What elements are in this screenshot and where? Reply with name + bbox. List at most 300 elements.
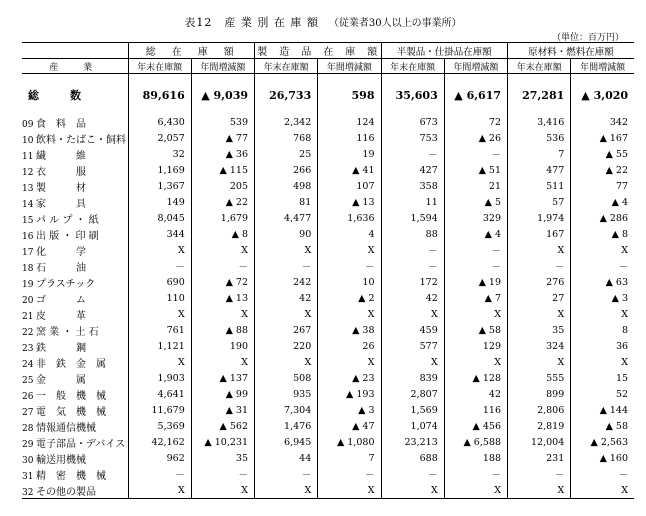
value-cell: X <box>571 306 634 322</box>
value-cell: ▲ 6,588 <box>444 434 507 450</box>
value-cell: ▲ 115 <box>191 162 254 178</box>
value-cell: ▲ 456 <box>444 418 507 434</box>
value-cell: ▲ 22 <box>191 194 254 210</box>
value-cell: ▲ 4 <box>571 194 634 210</box>
industry-name: 製 材 <box>36 182 86 194</box>
value-cell: ▲ 31 <box>191 402 254 418</box>
table-row <box>22 290 634 306</box>
table-row <box>22 354 634 370</box>
value-cell: 2,806 <box>508 402 571 418</box>
industry-name: プラスチック <box>36 278 96 290</box>
value-cell: ▲ 193 <box>318 386 381 402</box>
industry-name: パ ル プ ・ 紙 <box>36 214 99 226</box>
table-row <box>22 130 634 146</box>
value-cell: X <box>571 482 634 499</box>
industry-label <box>22 450 128 466</box>
industry-label <box>22 146 128 162</box>
total-cell: 35,603 <box>381 82 444 108</box>
value-cell: 35 <box>191 450 254 466</box>
industry-label <box>22 226 128 242</box>
value-cell: ▲ 128 <box>444 370 507 386</box>
industry-name: 情報通信機械 <box>36 422 96 434</box>
industry-code: 10 <box>22 135 34 146</box>
total-cell: 598 <box>318 82 381 108</box>
industry-name: 皮 革 <box>36 310 86 322</box>
industry-label <box>22 466 128 482</box>
industry-label <box>22 210 128 226</box>
industry-label <box>22 354 128 370</box>
table-row <box>22 466 634 482</box>
industry-label <box>22 242 128 258</box>
value-cell: 1,074 <box>381 418 444 434</box>
industry-code: 12 <box>22 167 34 178</box>
value-cell: ▲ 55 <box>571 146 634 162</box>
value-cell: 88 <box>381 226 444 242</box>
value-cell: 25 <box>255 146 318 162</box>
value-cell: 8,045 <box>128 210 191 226</box>
value-cell: 358 <box>381 178 444 194</box>
industry-code: 18 <box>22 263 34 274</box>
value-cell: 11,679 <box>128 402 191 418</box>
value-cell: X <box>508 482 571 499</box>
title-main: 表12 産 業 別 在 庫 額 <box>184 16 319 29</box>
value-cell: － <box>444 242 507 258</box>
value-cell: X <box>128 242 191 258</box>
table-row <box>22 370 634 386</box>
value-cell: 52 <box>571 386 634 402</box>
value-cell: X <box>318 242 381 258</box>
value-cell: 935 <box>255 386 318 402</box>
value-cell: ▲ 22 <box>571 162 634 178</box>
value-cell: － <box>381 242 444 258</box>
value-cell: 90 <box>255 226 318 242</box>
value-cell: 19 <box>318 146 381 162</box>
industry-label <box>22 402 128 418</box>
industry-label <box>22 370 128 386</box>
total-cell: 89,616 <box>128 82 191 108</box>
value-cell: － <box>444 146 507 162</box>
industry-label <box>22 274 128 290</box>
value-cell: ▲ 137 <box>191 370 254 386</box>
inventory-table <box>22 42 634 499</box>
value-cell: X <box>508 306 571 322</box>
value-cell: 7 <box>508 146 571 162</box>
table-row <box>22 274 634 290</box>
industry-code: 30 <box>22 455 34 466</box>
value-cell: X <box>444 354 507 370</box>
value-cell: 266 <box>255 162 318 178</box>
industry-name: 電子部品・デバイス <box>36 438 126 450</box>
header-change: 年間増減額 <box>571 59 634 74</box>
industry-label <box>22 338 128 354</box>
value-cell: ▲ 47 <box>318 418 381 434</box>
industry-code: 17 <box>22 247 34 258</box>
value-cell: 10 <box>318 274 381 290</box>
value-cell: 4,477 <box>255 210 318 226</box>
value-cell: ▲ 1,080 <box>318 434 381 450</box>
value-cell: 15 <box>571 370 634 386</box>
value-cell: 2,342 <box>255 114 318 130</box>
value-cell: 1,679 <box>191 210 254 226</box>
industry-name: 精 密 機 械 <box>36 470 106 482</box>
table-row <box>22 146 634 162</box>
value-cell: ▲ 38 <box>318 322 381 338</box>
value-cell: － <box>191 258 254 274</box>
table-row <box>22 338 634 354</box>
industry-code: 32 <box>22 487 34 498</box>
industry-code: 13 <box>22 183 34 194</box>
industry-code: 19 <box>22 279 34 290</box>
value-cell: ▲ 41 <box>318 162 381 178</box>
value-cell: 459 <box>381 322 444 338</box>
value-cell: ▲ 58 <box>571 418 634 434</box>
value-cell: 839 <box>381 370 444 386</box>
value-cell: － <box>381 466 444 482</box>
industry-name: 出 版 ・ 印 刷 <box>36 230 99 242</box>
industry-label <box>22 162 128 178</box>
value-cell: 1,367 <box>128 178 191 194</box>
industry-name: 非 鉄 金 属 <box>36 358 106 370</box>
value-cell: 3,416 <box>508 114 571 130</box>
table-row <box>22 450 634 466</box>
value-cell: X <box>191 306 254 322</box>
value-cell: － <box>318 466 381 482</box>
industry-label <box>22 386 128 402</box>
value-cell: 8 <box>571 322 634 338</box>
table-row <box>22 226 634 242</box>
value-cell: 110 <box>128 290 191 306</box>
industry-label <box>22 418 128 434</box>
industry-name: 輸送用機械 <box>36 454 86 466</box>
value-cell: 899 <box>508 386 571 402</box>
value-cell: － <box>381 146 444 162</box>
value-cell: 753 <box>381 130 444 146</box>
total-cell: 27,281 <box>508 82 571 108</box>
industry-label <box>22 114 128 130</box>
value-cell: ▲ 77 <box>191 130 254 146</box>
value-cell: 7,304 <box>255 402 318 418</box>
table-row <box>22 242 634 258</box>
value-cell: 536 <box>508 130 571 146</box>
industry-code: 26 <box>22 391 34 402</box>
header-year-end: 年末在庫額 <box>128 59 191 74</box>
value-cell: X <box>255 482 318 499</box>
value-cell: X <box>128 306 191 322</box>
header-group-semi: 半製品・仕掛品在庫額 <box>381 43 508 59</box>
value-cell: ▲ 167 <box>571 130 634 146</box>
industry-label <box>22 306 128 322</box>
value-cell: ▲ 23 <box>318 370 381 386</box>
value-cell: ▲ 26 <box>444 130 507 146</box>
table-row <box>22 306 634 322</box>
value-cell: ▲ 51 <box>444 162 507 178</box>
value-cell: － <box>508 258 571 274</box>
industry-code: 16 <box>22 231 34 242</box>
value-cell: 5,369 <box>128 418 191 434</box>
value-cell: 276 <box>508 274 571 290</box>
value-cell: X <box>255 306 318 322</box>
industry-code: 25 <box>22 375 34 386</box>
value-cell: 1,569 <box>381 402 444 418</box>
value-cell: ▲ 19 <box>444 274 507 290</box>
header-change: 年間増減額 <box>444 59 507 74</box>
value-cell: 42 <box>255 290 318 306</box>
value-cell: 1,476 <box>255 418 318 434</box>
value-cell: X <box>255 242 318 258</box>
value-cell: X <box>255 354 318 370</box>
value-cell: ▲ 10,231 <box>191 434 254 450</box>
industry-code: 27 <box>22 407 34 418</box>
industry-code: 22 <box>22 327 34 338</box>
value-cell: 107 <box>318 178 381 194</box>
value-cell: 172 <box>381 274 444 290</box>
header-group-materials: 原材料・燃料在庫額 <box>508 43 635 59</box>
value-cell: 42 <box>444 386 507 402</box>
value-cell: － <box>381 258 444 274</box>
industry-code: 24 <box>22 359 34 370</box>
table-row <box>22 418 634 434</box>
value-cell: 27 <box>508 290 571 306</box>
table-row <box>22 386 634 402</box>
value-cell: ▲ 4 <box>444 226 507 242</box>
industry-label <box>22 178 128 194</box>
value-cell: 77 <box>571 178 634 194</box>
value-cell: X <box>571 354 634 370</box>
industry-label <box>22 258 128 274</box>
total-cell: 26,733 <box>255 82 318 108</box>
value-cell: 21 <box>444 178 507 194</box>
value-cell: － <box>191 466 254 482</box>
value-cell: ▲ 13 <box>191 290 254 306</box>
value-cell: X <box>444 482 507 499</box>
value-cell: 167 <box>508 226 571 242</box>
value-cell: X <box>381 482 444 499</box>
industry-name: 食 料 品 <box>36 118 86 130</box>
header-year-end: 年末在庫額 <box>508 59 571 74</box>
value-cell: X <box>381 354 444 370</box>
industry-name: 鉄 鋼 <box>36 342 86 354</box>
value-cell: 116 <box>444 402 507 418</box>
value-cell: 205 <box>191 178 254 194</box>
value-cell: 220 <box>255 338 318 354</box>
value-cell: ▲ 2,563 <box>571 434 634 450</box>
value-cell: 539 <box>191 114 254 130</box>
table-row <box>22 402 634 418</box>
value-cell: 329 <box>444 210 507 226</box>
industry-name: 化 学 <box>36 246 86 258</box>
value-cell: 577 <box>381 338 444 354</box>
industry-code: 14 <box>22 199 34 210</box>
value-cell: X <box>128 482 191 499</box>
industry-name: 金 属 <box>36 374 86 386</box>
value-cell: ▲ 7 <box>444 290 507 306</box>
value-cell: X <box>444 306 507 322</box>
value-cell: 344 <box>128 226 191 242</box>
value-cell: 26 <box>318 338 381 354</box>
industry-name: 衣 服 <box>36 166 86 178</box>
header-year-end: 年末在庫額 <box>255 59 318 74</box>
value-cell: 1,636 <box>318 210 381 226</box>
value-cell: 42,162 <box>128 434 191 450</box>
industry-code: 21 <box>22 311 34 322</box>
value-cell: 688 <box>381 450 444 466</box>
value-cell: 1,903 <box>128 370 191 386</box>
value-cell: ▲ 8 <box>571 226 634 242</box>
value-cell: 427 <box>381 162 444 178</box>
value-cell: X <box>128 354 191 370</box>
value-cell: 2,807 <box>381 386 444 402</box>
value-cell: ▲ 63 <box>571 274 634 290</box>
value-cell: 477 <box>508 162 571 178</box>
total-row <box>22 82 634 108</box>
total-cell: ▲ 3,020 <box>571 82 634 108</box>
value-cell: 57 <box>508 194 571 210</box>
table-row <box>22 162 634 178</box>
header-change: 年間増減額 <box>191 59 254 74</box>
value-cell: 962 <box>128 450 191 466</box>
value-cell: ▲ 88 <box>191 322 254 338</box>
value-cell: 673 <box>381 114 444 130</box>
industry-label <box>22 482 128 499</box>
value-cell: 36 <box>571 338 634 354</box>
table-title <box>0 14 646 30</box>
value-cell: 124 <box>318 114 381 130</box>
value-cell: － <box>571 258 634 274</box>
header-group-products: 製 造 品 在 庫 額 <box>255 43 382 59</box>
value-cell: 511 <box>508 178 571 194</box>
value-cell: 11 <box>381 194 444 210</box>
value-cell: X <box>191 354 254 370</box>
value-cell: 231 <box>508 450 571 466</box>
value-cell: X <box>191 482 254 499</box>
industry-name: 繊 維 <box>36 150 86 162</box>
value-cell: 2,057 <box>128 130 191 146</box>
value-cell: 4,641 <box>128 386 191 402</box>
value-cell: 44 <box>255 450 318 466</box>
header-industry: 産 業 <box>22 59 128 74</box>
value-cell: 498 <box>255 178 318 194</box>
value-cell: 2,819 <box>508 418 571 434</box>
value-cell: － <box>571 466 634 482</box>
value-cell: 1,594 <box>381 210 444 226</box>
value-cell: － <box>444 466 507 482</box>
value-cell: X <box>318 354 381 370</box>
industry-name: ゴ ム <box>36 294 86 306</box>
table-row <box>22 178 634 194</box>
value-cell: － <box>508 466 571 482</box>
value-cell: X <box>508 242 571 258</box>
value-cell: － <box>255 466 318 482</box>
value-cell: － <box>128 466 191 482</box>
value-cell: X <box>318 482 381 499</box>
value-cell: 324 <box>508 338 571 354</box>
value-cell: 508 <box>255 370 318 386</box>
industry-name: 家 具 <box>36 198 86 210</box>
title-sub: （従業者30人以上の事業所） <box>328 18 462 29</box>
value-cell: X <box>571 242 634 258</box>
industry-label <box>22 434 128 450</box>
value-cell: 768 <box>255 130 318 146</box>
industry-code: 29 <box>22 439 34 450</box>
industry-label <box>22 322 128 338</box>
value-cell: 4 <box>318 226 381 242</box>
industry-label <box>22 194 128 210</box>
value-cell: ▲ 562 <box>191 418 254 434</box>
industry-name: 石 油 <box>36 262 86 274</box>
value-cell: 267 <box>255 322 318 338</box>
value-cell: ▲ 72 <box>191 274 254 290</box>
value-cell: 690 <box>128 274 191 290</box>
table-row <box>22 322 634 338</box>
value-cell: X <box>381 306 444 322</box>
industry-code: 31 <box>22 471 34 482</box>
value-cell: 32 <box>128 146 191 162</box>
value-cell: 1,169 <box>128 162 191 178</box>
table-row <box>22 434 634 450</box>
value-cell: ▲ 2 <box>318 290 381 306</box>
value-cell: 1,121 <box>128 338 191 354</box>
value-cell: 242 <box>255 274 318 290</box>
industry-code: 28 <box>22 423 34 434</box>
value-cell: ▲ 99 <box>191 386 254 402</box>
value-cell: 761 <box>128 322 191 338</box>
value-cell: 81 <box>255 194 318 210</box>
value-cell: 1,974 <box>508 210 571 226</box>
value-cell: X <box>318 306 381 322</box>
value-cell: X <box>508 354 571 370</box>
table-row <box>22 258 634 274</box>
table-row <box>22 114 634 130</box>
value-cell: ▲ 8 <box>191 226 254 242</box>
value-cell: 129 <box>444 338 507 354</box>
industry-code: 20 <box>22 295 34 306</box>
industry-name: 飲料・たばこ・飼料 <box>36 134 126 146</box>
value-cell: 6,430 <box>128 114 191 130</box>
value-cell: ▲ 5 <box>444 194 507 210</box>
value-cell: － <box>128 258 191 274</box>
industry-name: 窯 業 ・ 土 石 <box>36 326 99 338</box>
industry-code: 23 <box>22 343 34 354</box>
industry-code: 11 <box>22 151 34 162</box>
value-cell: 149 <box>128 194 191 210</box>
value-cell: － <box>444 258 507 274</box>
value-cell: 190 <box>191 338 254 354</box>
header-group-total: 総 在 庫 額 <box>128 43 255 59</box>
total-label: 総 数 <box>28 89 91 102</box>
value-cell: 72 <box>444 114 507 130</box>
value-cell: － <box>318 258 381 274</box>
value-cell: ▲ 13 <box>318 194 381 210</box>
value-cell: X <box>191 242 254 258</box>
header-industry-top <box>22 43 128 59</box>
header-year-end: 年末在庫額 <box>381 59 444 74</box>
table-row <box>22 482 634 499</box>
value-cell: 23,213 <box>381 434 444 450</box>
value-cell: ▲ 36 <box>191 146 254 162</box>
industry-label <box>22 290 128 306</box>
value-cell: ▲ 3 <box>571 290 634 306</box>
value-cell: 42 <box>381 290 444 306</box>
value-cell: 188 <box>444 450 507 466</box>
value-cell: 555 <box>508 370 571 386</box>
total-cell: ▲ 9,039 <box>191 82 254 108</box>
value-cell: 7 <box>318 450 381 466</box>
industry-name: その他の製品 <box>36 486 96 498</box>
total-cell: ▲ 6,617 <box>444 82 507 108</box>
header-change: 年間増減額 <box>318 59 381 74</box>
value-cell: ▲ 58 <box>444 322 507 338</box>
table-row <box>22 194 634 210</box>
